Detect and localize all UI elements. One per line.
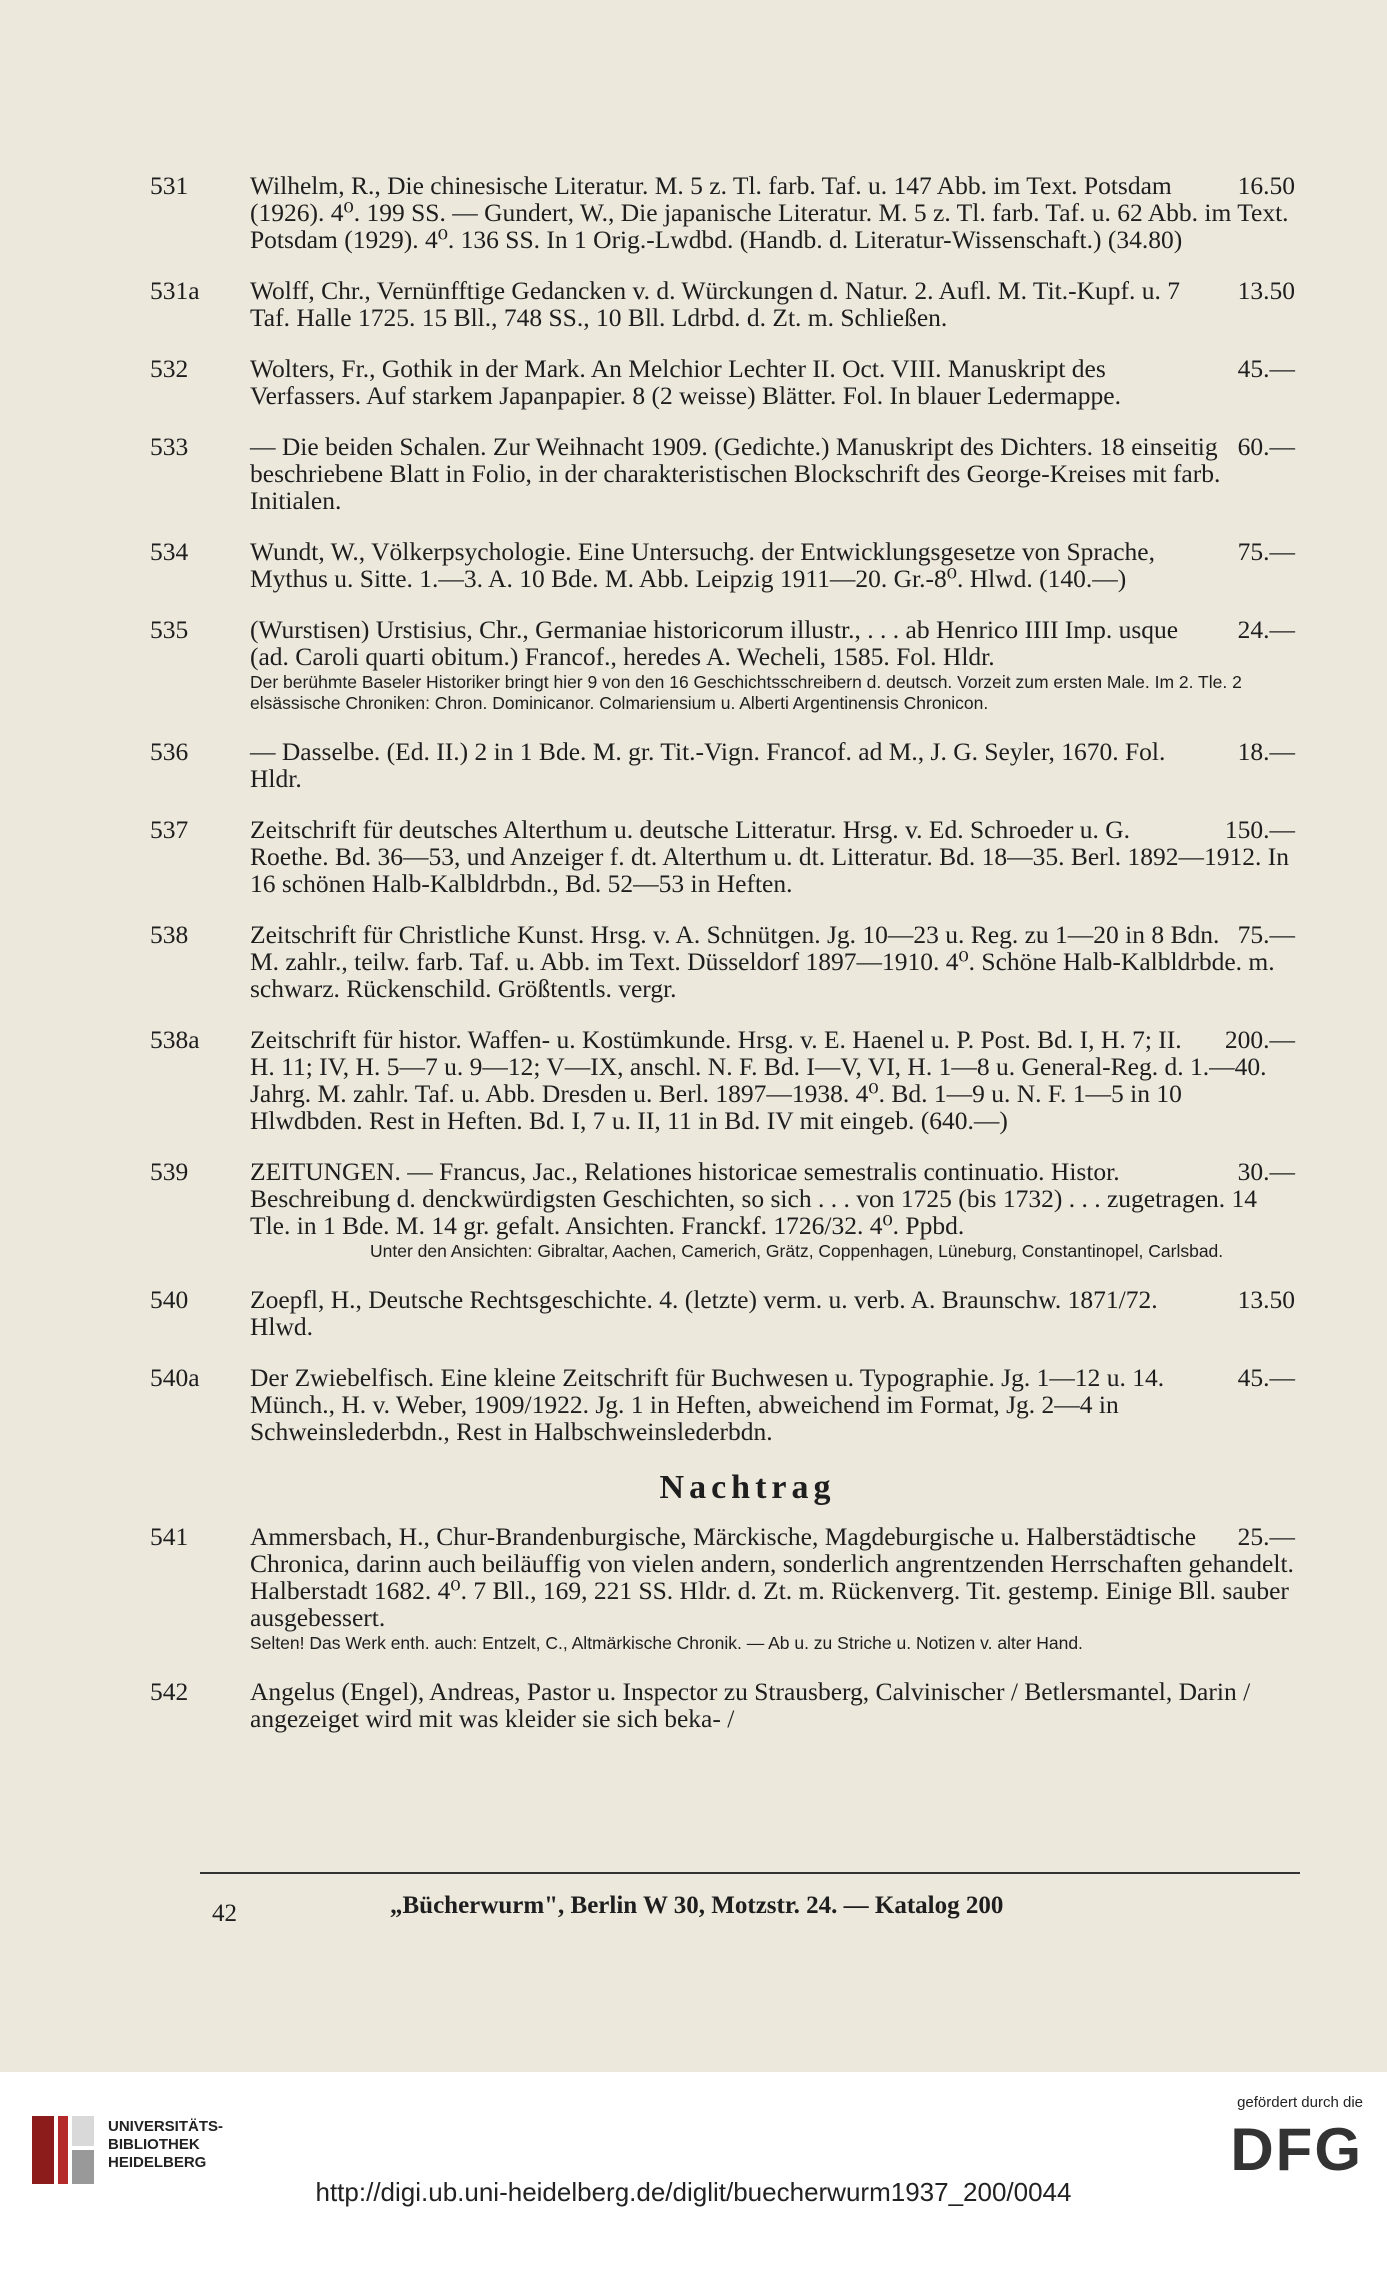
catalog-entry — [150, 737, 1295, 793]
entry-price: 16.50 — [1237, 171, 1295, 200]
library-line: BIBLIOTHEK — [108, 2136, 200, 2153]
entry-price: 13.50 — [1237, 276, 1295, 305]
entry-number: 531 — [150, 171, 189, 200]
entry-text: ZEITUNGEN. — Francus, Jac., Relationes historicae semestralis continuatio. Histor. Beschreibung d. denckwürdigsten Geschichten, so sich . . . von 1725 (bis 1732) . . . zugetragen. 14 Tle. in 1 Bde. M. 14 gr. gefalt. Ansichten. Franckf. 1726/32. 4⁰. Ppbd. — [250, 1157, 1258, 1240]
entry-note: Der berühmte Baseler Historiker bringt hier 9 von den 16 Geschichtsschreibern d. deutsch. Vorzeit zum ersten Male. Im 2. Tle. 2 elsässische Chroniken: Chron. Dominicanor. Colmariensium u. Alberti Argentinensis Chronicon. — [250, 672, 1242, 713]
library-line: UNIVERSITÄTS- — [108, 2118, 224, 2135]
entry-number: 538 — [150, 920, 189, 949]
entry-text: Zoepfl, H., Deutsche Rechtsgeschichte. 4. (letzte) verm. u. verb. A. Braunschw. 1871/72. Hlwd. — [250, 1285, 1158, 1341]
entry-text: — Dasselbe. (Ed. II.) 2 in 1 Bde. M. gr. Tit.-Vign. Francof. ad M., J. G. Seyler, 1670. Fol. Hldr. — [250, 737, 1166, 793]
entry-number: 536 — [150, 737, 189, 766]
catalog-entry — [150, 1157, 1295, 1262]
sponsor-block — [1203, 2094, 1363, 2184]
entry-number: 540 — [150, 1285, 189, 1314]
entry-text: Wolff, Chr., Vernünfftige Gedancken v. d. Würckungen d. Natur. 2. Aufl. M. Tit.-Kupf. u. 7 Taf. Halle 1725. 15 Bll., 748 SS., 10 Bll. Ldrbd. d. Zt. m. Schließen. — [250, 276, 1181, 332]
entry-price: 45.— — [1237, 354, 1295, 383]
entry-number: 535 — [150, 615, 189, 644]
entry-note: Selten! Das Werk enth. auch: Entzelt, C., Altmärkische Chronik. — Ab u. zu Striche u. Notizen v. alter Hand. — [250, 1633, 1083, 1653]
catalog-entry — [150, 537, 1295, 593]
entry-price: 13.50 — [1237, 1285, 1295, 1314]
dfg-logo[interactable]: DFG — [1230, 2116, 1363, 2183]
entry-text: Wolters, Fr., Gothik in der Mark. An Melchior Lechter II. Oct. VIII. Manuskript des Verfassers. Auf starkem Japanpapier. 8 (2 weisse) Blätter. Fol. In blauer Ledermappe. — [250, 354, 1121, 410]
entry-text: — Die beiden Schalen. Zur Weihnacht 1909. (Gedichte.) Manuskript des Dichters. 18 einseitig beschriebene Blatt in Folio, in der charakteristischen Blockschrift des George-Kreises mit farb. Initialen. — [250, 432, 1221, 515]
entry-text: Zeitschrift für Christliche Kunst. Hrsg. v. A. Schnütgen. Jg. 10—23 u. Reg. zu 1—20 in 8 Bdn. M. zahlr., teilw. farb. Taf. u. Abb. im Text. Düsseldorf 1897—1910. 4⁰. Schöne Halb-Kalbldrbde. m. schwarz. Rückenschild. Größtentls. vergr. — [250, 920, 1275, 1003]
catalog-entry — [150, 432, 1295, 515]
entry-number: 534 — [150, 537, 189, 566]
entry-number: 531a — [150, 276, 200, 305]
entry-price: 24.— — [1237, 615, 1295, 644]
catalog-entry — [150, 815, 1295, 898]
catalog-entry — [150, 276, 1295, 332]
entry-text: Der Zwiebelfisch. Eine kleine Zeitschrift für Buchwesen u. Typographie. Jg. 1—12 u. 14. Münch., H. v. Weber, 1909/1922. Jg. 1 in Heften, abweichend im Format, Jg. 2—4 in Schweinslederbdn., Rest in Halbschweinslederbdn. — [250, 1363, 1165, 1446]
footer-text: „Bücherwurm", Berlin W 30, Motzstr. 24. — Katalog 200 — [390, 1892, 1004, 1919]
entry-price: 60.— — [1237, 432, 1295, 461]
entry-price: 75.— — [1237, 920, 1295, 949]
entry-text: Wundt, W., Völkerpsychologie. Eine Untersuchg. der Entwicklungsgesetze von Sprache, Mythus u. Sitte. 1.—3. A. 10 Bde. M. Abb. Leipzig 1911—20. Gr.-8⁰. Hlwd. (140.—) — [250, 537, 1155, 593]
catalog-entry — [150, 1363, 1295, 1446]
entry-number: 532 — [150, 354, 189, 383]
library-line: HEIDELBERG — [108, 2154, 207, 2171]
entry-text: Zeitschrift für deutsches Alterthum u. deutsche Litteratur. Hrsg. v. Ed. Schroeder u. G. Roethe. Bd. 36—53, und Anzeiger f. dt. Alterthum u. dt. Litteratur. Bd. 18—35. Berl. 1892—1912. In 16 schönen Halb-Kalbldrbdn., Bd. 52—53 in Heften. — [250, 815, 1290, 898]
catalog-entry — [150, 1522, 1295, 1654]
footer-rule — [200, 1872, 1300, 1874]
sponsor-label: gefördert durch die — [1237, 2094, 1363, 2111]
entry-text: (Wurstisen) Urstisius, Chr., Germaniae historicorum illustr., . . . ab Henrico IIII Imp. usque (ad. Caroli quarti obitum.) Francof., heredes A. Wecheli, 1585. Fol. Hldr. — [250, 615, 1179, 671]
entry-number: 537 — [150, 815, 189, 844]
viewer-bottom-bar — [0, 2072, 1387, 2271]
entry-number: 540a — [150, 1363, 200, 1392]
library-name — [108, 2118, 223, 2172]
entry-text: Ammersbach, H., Chur-Brandenburgische, Märckische, Magdeburgische u. Halberstädtische Chronica, darinn auch beiläuffig von vielen andern, sonderlich angrentzenden Herrschaften gehandelt. Halberstadt 1682. 4⁰. 7 Bll., 169, 221 SS. Hldr. d. Zt. m. Rückenverg. Tit. gestemp. Einige Bll. sauber ausgebessert. — [250, 1522, 1294, 1632]
entry-price: 25.— — [1237, 1522, 1295, 1551]
entry-text: Angelus (Engel), Andreas, Pastor u. Inspector zu Strausberg, Calvinischer / Betlersmantel, Darin / angezeiget wird mit was kleider sie sich beka- / — [250, 1677, 1251, 1733]
entry-note: Unter den Ansichten: Gibraltar, Aachen, Camerich, Grätz, Coppenhagen, Lüneburg, Constantinopel, Carlsbad. — [370, 1241, 1224, 1261]
catalog-entry — [150, 1025, 1295, 1135]
entry-number: 538a — [150, 1025, 200, 1054]
catalog-entry — [150, 1677, 1295, 1733]
entry-price: 75.— — [1237, 537, 1295, 566]
entry-price: 150.— — [1224, 815, 1295, 844]
entry-price: 200.— — [1224, 1025, 1295, 1054]
catalog-entry — [150, 615, 1295, 714]
catalog-entry — [150, 354, 1295, 410]
page-number: 42 — [212, 1900, 237, 1927]
entry-text: Wilhelm, R., Die chinesische Literatur. M. 5 z. Tl. farb. Taf. u. 147 Abb. im Text. Potsdam (1926). 4⁰. 199 SS. — Gundert, W., Die japanische Literatur. M. 5 z. Tl. farb. Taf. u. 62 Abb. im Text. Potsdam (1929). 4⁰. 136 SS. In 1 Orig.-Lwdbd. (Handb. d. Literatur-Wissenschaft.) (34.80) — [250, 171, 1289, 254]
entry-number: 542 — [150, 1677, 189, 1706]
entry-number: 539 — [150, 1157, 189, 1186]
catalog-entry — [150, 920, 1295, 1003]
entry-number: 541 — [150, 1522, 189, 1551]
entry-number: 533 — [150, 432, 189, 461]
catalog-entry — [150, 1285, 1295, 1341]
section-heading: Nachtrag — [659, 1469, 836, 1506]
entry-price: 45.— — [1237, 1363, 1295, 1392]
permalink-url[interactable]: http://digi.ub.uni-heidelberg.de/diglit/buecherwurm1937_200/0044 — [315, 2177, 1072, 2207]
entry-text: Zeitschrift für histor. Waffen- u. Kostümkunde. Hrsg. v. E. Haenel u. P. Post. Bd. I, H. 7; II. H. 11; IV, H. 5—7 u. 9—12; V—IX, anschl. N. F. Bd. I—V, VI, H. 1—8 u. General-Reg. d. 1.—40. Jahrg. M. zahlr. Taf. u. Abb. Dresden u. Berl. 1897—1938. 4⁰. Bd. 1—9 u. N. F. 1—5 in 10 Hlwdbden. Rest in Heften. Bd. I, 7 u. II, 11 in Bd. IV mit eingeb. (640.—) — [250, 1025, 1267, 1135]
catalog-entry — [150, 171, 1295, 254]
entry-price: 30.— — [1237, 1157, 1295, 1186]
entry-price: 18.— — [1237, 737, 1295, 766]
catalog-entries — [150, 171, 1295, 1756]
